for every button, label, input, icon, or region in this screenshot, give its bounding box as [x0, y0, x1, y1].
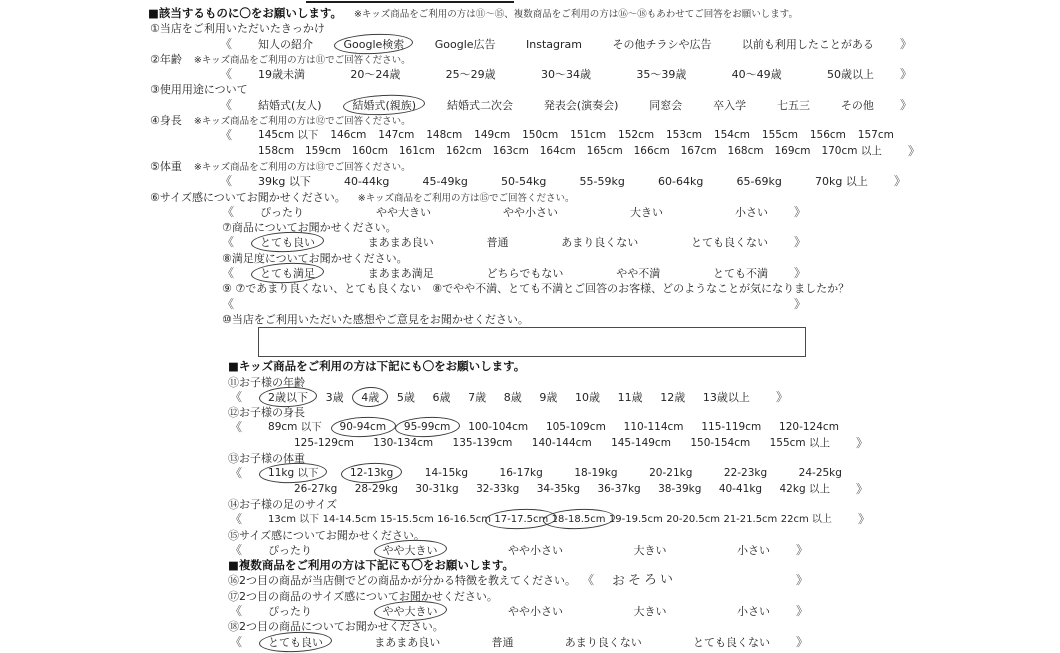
- option: 146cm: [330, 129, 367, 142]
- option: 40～49歳: [731, 68, 782, 82]
- option-circled: やや大きい: [382, 604, 438, 618]
- option: 知人の紹介: [258, 37, 314, 51]
- option: 19歳未満: [258, 68, 306, 82]
- option: 140-144cm: [531, 436, 592, 449]
- section-title: ■該当するものに〇をお願いします。: [148, 6, 342, 20]
- option: 42kg 以上: [779, 482, 830, 495]
- question-note: ※キッズ商品をご利用の方は⑫でご回答ください。: [193, 116, 411, 128]
- option-circled: 11kg 以下: [268, 466, 318, 481]
- option: Instagram: [526, 37, 582, 51]
- option: まあまあ満足: [367, 267, 434, 281]
- close-bracket: 》: [857, 512, 870, 527]
- close-bracket: 》: [855, 481, 868, 496]
- option: 9歳: [539, 390, 558, 404]
- feedback-box-row: [258, 327, 1060, 359]
- question-label: [150, 190, 1060, 205]
- feedback-textbox: [258, 327, 806, 357]
- option: ぴったり: [268, 543, 313, 557]
- question-text: ⑯2つ目の商品が当店側でどの商品かが分かる特徴を教えてください。: [228, 574, 576, 588]
- question-text: ⑬お子様の体重: [228, 452, 305, 466]
- question-text: ⑦商品についてお聞かせください。: [222, 221, 397, 235]
- section-title: ■キッズ商品をご利用の方は下記にも〇をお願いします。: [228, 359, 526, 374]
- options-list: [232, 98, 900, 113]
- option: 50歳以上: [826, 68, 874, 82]
- option-circled: 結婚式(親族): [352, 98, 417, 112]
- section-header: [148, 6, 1060, 21]
- option: 結婚式二次会: [446, 98, 513, 112]
- option: 3歳: [325, 390, 344, 404]
- options-row: [268, 482, 868, 497]
- option: やや不満: [616, 267, 661, 281]
- options-row: [230, 420, 865, 435]
- option-circled: 2歳以下: [268, 390, 309, 404]
- option: とても良くない: [690, 236, 768, 250]
- options-row: [230, 512, 870, 527]
- option: 148cm: [426, 129, 463, 142]
- question-label: [222, 281, 1060, 296]
- options-list: [234, 266, 794, 281]
- option: Google広告: [434, 37, 496, 51]
- option: 120-124cm: [779, 421, 839, 434]
- question-text: ②年齢: [150, 52, 182, 66]
- option: 結婚式(友人): [258, 98, 322, 112]
- option: 159cm: [304, 144, 341, 157]
- option: 14-14.5cm: [322, 514, 377, 526]
- option: 166cm: [633, 144, 670, 157]
- option: 152cm: [618, 129, 655, 142]
- option: まあまあ良い: [367, 236, 434, 250]
- question-note: ※キッズ商品をご利用の方は⑪でご回答ください。: [193, 54, 411, 66]
- option: 7歳: [468, 390, 487, 404]
- section-title: ■複数商品をご利用の方は下記にも〇をお願いします。: [228, 558, 514, 573]
- handwritten-answer: おそろい: [611, 572, 677, 590]
- options-list: [232, 128, 920, 143]
- option: 163cm: [492, 144, 529, 157]
- option: 160cm: [351, 144, 388, 157]
- option: 25～29歳: [445, 68, 496, 82]
- option: 19-19.5cm: [608, 514, 663, 526]
- open-bracket: 《: [220, 128, 233, 143]
- close-bracket: 》: [899, 36, 912, 51]
- option: 卒入学: [713, 98, 747, 112]
- question-label: [228, 497, 1060, 512]
- close-bracket: 》: [899, 67, 912, 82]
- option: 20-21kg: [649, 467, 693, 480]
- option: 115-119cm: [701, 421, 762, 434]
- option: 以前も利用したことがある: [741, 37, 874, 51]
- option: 大きい: [633, 543, 667, 557]
- question-note: ※キッズ商品をご利用の方は⑮でご回答ください。: [357, 192, 575, 204]
- option: 34-35kg: [536, 482, 581, 495]
- options-row: [220, 67, 912, 82]
- option: 105-109cm: [545, 421, 606, 434]
- option: 157cm: [857, 129, 894, 142]
- question-label: [228, 589, 1060, 604]
- option: 22-23kg: [723, 467, 768, 480]
- option: やや大きい: [376, 205, 431, 219]
- option: 145-149cm: [611, 436, 671, 449]
- option: 小さい: [736, 604, 770, 618]
- options-list: [268, 482, 856, 497]
- question-text: ⑰2つ目の商品のサイズ感についてお聞かせください。: [228, 589, 498, 603]
- option: 小さい: [736, 543, 770, 557]
- open-bracket: 《: [220, 67, 233, 82]
- question-text: ④身長: [150, 114, 182, 128]
- options-row: [230, 604, 808, 619]
- option: 100-104cm: [468, 421, 529, 434]
- options-row: [222, 266, 806, 281]
- options-row: [230, 466, 868, 481]
- options-list: [234, 235, 794, 250]
- option: 130-134cm: [373, 436, 434, 449]
- option: 170cm 以上: [821, 144, 882, 157]
- question-label: [228, 619, 1060, 634]
- option: 167cm: [680, 144, 717, 157]
- option-circled: Google検索: [343, 37, 405, 51]
- open-bracket: 《: [222, 296, 235, 311]
- open-bracket: 《: [230, 603, 243, 618]
- options-row: [230, 390, 788, 405]
- option: 60-64kg: [658, 175, 704, 189]
- option: 168cm: [727, 144, 764, 157]
- option: 38-39kg: [658, 482, 702, 495]
- question-label: [228, 405, 1060, 420]
- option: 15-15.5cm: [379, 514, 434, 526]
- option: 32-33kg: [476, 482, 520, 495]
- options-list: [232, 67, 900, 82]
- option: 164cm: [539, 144, 576, 157]
- section-note: ※キッズ商品をご利用の方は⑪～⑮、複数商品をご利用の方は⑯～⑱もあわせてご回答をお願いします。: [353, 9, 798, 20]
- question-text: ⑭お子様の足のサイズ: [228, 497, 338, 511]
- question-label: [228, 375, 1060, 390]
- option: 158cm: [258, 144, 295, 157]
- question-text: ⑧満足度についてお聞かせください。: [222, 251, 408, 265]
- option: 162cm: [445, 144, 482, 157]
- question-text: ⑱2つ目の商品についてお聞かせください。: [228, 620, 444, 634]
- question-text: ⑩当店をご利用いただいた感想やご意見をお聞かせください。: [222, 312, 529, 326]
- question-text: ⑮サイズ感についてお聞かせください。: [228, 528, 425, 542]
- option: 155cm 以上: [769, 436, 830, 449]
- question-label: [150, 82, 1060, 97]
- option: 154cm: [713, 129, 750, 142]
- options-row: [232, 144, 920, 159]
- open-bracket: 《: [220, 174, 233, 189]
- option: 30-31kg: [415, 482, 459, 495]
- question-label: [228, 451, 1060, 466]
- option: 161cm: [398, 144, 435, 157]
- option: 小さい: [734, 205, 768, 219]
- option: 28-29kg: [354, 482, 398, 495]
- option: あまり良くない: [564, 635, 642, 649]
- options-row: [230, 635, 808, 650]
- question-text: ⑪お子様の年齢: [228, 375, 305, 389]
- option: やや小さい: [507, 543, 563, 557]
- option: まあまあ良い: [374, 635, 441, 649]
- option-circled: 95-99cm: [404, 420, 451, 435]
- close-bracket: 》: [793, 266, 806, 281]
- question-text: ①当店をご利用いただいたきっかけ: [150, 22, 325, 36]
- option: ぴったり: [260, 205, 305, 219]
- option: 26-27kg: [294, 482, 338, 495]
- option-circled: やや大きい: [382, 543, 438, 557]
- close-bracket: 》: [907, 143, 920, 158]
- question-label: [228, 528, 1060, 543]
- open-bracket: 《: [220, 36, 233, 51]
- close-bracket: 》: [893, 174, 906, 189]
- option: 13cm 以下: [268, 514, 320, 526]
- question-label: [222, 251, 1060, 266]
- option: 36-37kg: [597, 482, 641, 495]
- option: 10歳: [575, 390, 601, 404]
- question-text: ⑤体重: [150, 159, 182, 173]
- option: 169cm: [774, 144, 811, 157]
- option: 11歳: [617, 390, 643, 404]
- option: ぴったり: [268, 604, 313, 618]
- option-circled: とても良い: [268, 635, 324, 649]
- close-bracket: 》: [775, 389, 788, 404]
- close-bracket: 》: [795, 542, 808, 557]
- option-circled: 17-17.5cm: [494, 512, 548, 527]
- close-bracket: 》: [793, 204, 806, 219]
- inline-answer-row: [228, 573, 808, 588]
- question-text: ⑥サイズ感についてお聞かせください。: [150, 190, 346, 204]
- options-list: [268, 436, 856, 451]
- option: 14-15kg: [424, 467, 469, 480]
- options-row: [220, 128, 920, 143]
- open-bracket: 《: [230, 512, 243, 527]
- option: 149cm: [474, 129, 511, 142]
- question-label: [150, 113, 1060, 128]
- open-bracket: 《: [230, 420, 243, 435]
- option: 普通: [486, 236, 509, 250]
- question-text: ⑨ ⑦であまり良くない、とても良くない ⑧でやや不満、とても不満とご回答のお客様、どのようなことが気になりましたか？: [222, 282, 850, 296]
- close-bracket: 》: [793, 235, 806, 250]
- open-bracket: 《: [222, 235, 235, 250]
- option: 55-59kg: [579, 175, 625, 189]
- option: 発表会(演奏会): [543, 98, 619, 112]
- option: 13歳以上: [702, 390, 750, 404]
- option: 151cm: [570, 129, 607, 142]
- options-list: [242, 543, 796, 558]
- option: 30～34歳: [541, 68, 591, 82]
- options-row: [222, 235, 806, 250]
- question-text: ⑫お子様の身長: [228, 406, 305, 420]
- options-row: [220, 174, 906, 189]
- option: 40-41kg: [718, 482, 763, 495]
- option: 24-25kg: [798, 467, 842, 480]
- option: あまり良くない: [561, 236, 639, 250]
- option: 大きい: [633, 604, 667, 618]
- open-bracket: 《: [220, 97, 233, 112]
- option: 22cm 以上: [780, 514, 832, 526]
- open-bracket: 《: [230, 542, 243, 557]
- question-label: [222, 220, 1060, 235]
- option-circled: 90-94cm: [340, 420, 387, 435]
- open-bracket: 《: [222, 266, 235, 281]
- options-list: [242, 604, 796, 619]
- section-header: [228, 558, 1060, 573]
- option: 150cm: [522, 129, 559, 142]
- option: 20-20.5cm: [666, 514, 721, 526]
- close-bracket: 》: [795, 634, 808, 649]
- option: 16-17kg: [499, 467, 543, 480]
- option: 12歳: [660, 390, 686, 404]
- option: 8歳: [503, 390, 522, 404]
- option: 16-16.5cm: [437, 514, 491, 526]
- section-header: [228, 359, 1060, 374]
- close-bracket: 》: [899, 97, 912, 112]
- question-label: [150, 159, 1060, 174]
- option: やや小さい: [502, 205, 558, 219]
- options-list: [242, 390, 776, 405]
- close-bracket: 》: [795, 573, 808, 588]
- option: 89cm 以下: [268, 421, 322, 434]
- open-bracket: 《: [222, 204, 235, 219]
- option-circled: 18-18.5cm: [552, 512, 606, 527]
- option: 21-21.5cm: [723, 514, 778, 526]
- options-list: [242, 420, 865, 435]
- option: 5歳: [396, 390, 415, 404]
- option: 165cm: [586, 144, 623, 157]
- options-row: [268, 436, 868, 451]
- option: 18-19kg: [574, 467, 618, 480]
- options-list: [232, 37, 900, 52]
- open-bracket: 《: [230, 389, 243, 404]
- option: 135-139cm: [452, 436, 513, 449]
- option: その他チラシや広告: [612, 37, 712, 51]
- option: 50-54kg: [501, 175, 547, 189]
- question-label: [222, 312, 1060, 327]
- option: とても良くない: [692, 635, 770, 649]
- option: 大きい: [629, 205, 663, 219]
- option: 156cm: [809, 129, 846, 142]
- question-label: [150, 21, 1060, 36]
- options-list: [242, 635, 796, 650]
- options-row: [220, 37, 912, 52]
- option: 同窓会: [649, 98, 683, 112]
- option: 153cm: [665, 129, 703, 142]
- option: 七五三: [777, 98, 811, 112]
- option: 125-129cm: [294, 436, 354, 449]
- options-list: [234, 205, 794, 220]
- page-crease-line: [306, 1, 514, 3]
- option: 147cm: [378, 129, 415, 142]
- option: 150-154cm: [690, 436, 751, 449]
- option: 35～39歳: [636, 68, 687, 82]
- open-bracket: 《: [230, 634, 243, 649]
- option: その他: [840, 98, 874, 112]
- question-text: ③使用用途について: [150, 83, 248, 97]
- survey-form: [0, 6, 1060, 650]
- option: 155cm: [761, 129, 798, 142]
- option: とても不満: [712, 267, 768, 281]
- option-circled: 4歳: [361, 390, 380, 404]
- options-list: [242, 512, 858, 527]
- question-label: [150, 52, 1060, 67]
- close-bracket: 》: [795, 603, 808, 618]
- option: 40-44kg: [344, 175, 390, 189]
- close-bracket: 》: [793, 296, 806, 311]
- open-bracket: 《: [582, 573, 595, 588]
- option: 39kg 以下: [258, 175, 311, 189]
- option: やや小さい: [507, 604, 563, 618]
- options-list: [232, 174, 894, 189]
- options-row: [230, 543, 808, 558]
- option: 20～24歳: [350, 68, 401, 82]
- options-row: [222, 205, 806, 220]
- option-circled: 12-13kg: [350, 466, 393, 481]
- option-circled: とても満足: [260, 267, 316, 281]
- option: 普通: [491, 635, 514, 649]
- question-note: ※キッズ商品をご利用の方は⑬でご回答ください。: [193, 161, 411, 173]
- option: 70kg 以上: [815, 175, 868, 189]
- option-circled: とても良い: [260, 236, 316, 250]
- options-row: [220, 98, 912, 113]
- close-bracket: 》: [855, 435, 868, 450]
- option: 45-49kg: [422, 175, 468, 189]
- option: どちらでもない: [486, 267, 564, 281]
- options-list: [242, 466, 868, 481]
- option: 65-69kg: [736, 175, 782, 189]
- option: 110-114cm: [623, 421, 684, 434]
- options-list: [232, 144, 908, 159]
- option: 145cm 以下: [258, 129, 319, 142]
- open-bracket: 《: [230, 466, 243, 481]
- option: 6歳: [432, 390, 451, 404]
- options-row: [222, 297, 806, 312]
